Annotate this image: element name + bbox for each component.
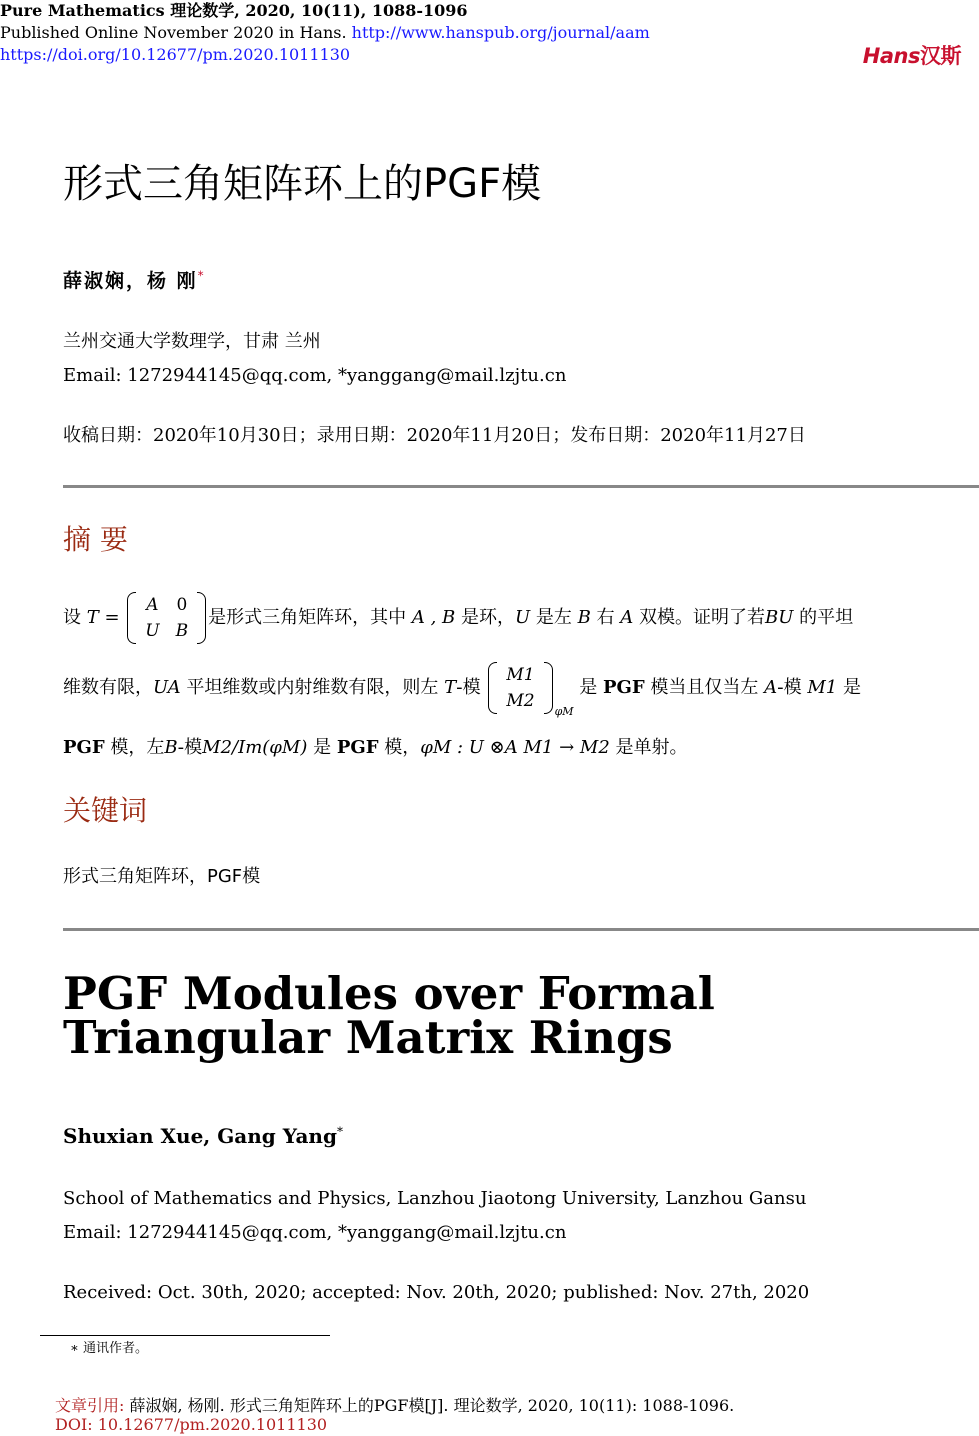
divider [63, 485, 979, 488]
authors-en-names: Shuxian Xue, Gang Yang [63, 1124, 337, 1148]
math-A: A [620, 607, 634, 628]
pgf-term: PGF [336, 737, 379, 758]
abstract-text: 模，左 [104, 737, 165, 758]
abstract-text: 是单射。 [609, 737, 688, 758]
math-T: T = [86, 607, 120, 628]
abstract-line-1 [63, 592, 968, 644]
math-M2-quotient: M2/Im(φM) [202, 737, 308, 758]
divider [63, 928, 979, 931]
math-T: T [444, 677, 457, 698]
math-A: A [764, 677, 778, 698]
dates-cn: 收稿日期：2020年10月30日；录用日期：2020年11月20日；发布日期：2020年11月27日 [63, 425, 806, 446]
matrix-cell: A [146, 595, 159, 615]
citation [55, 1393, 734, 1416]
math-BU: BU [765, 607, 794, 628]
page-title-cn: 形式三角矩阵环上的PGF模 [63, 161, 542, 207]
abstract-text: 双模。证明了若 [633, 607, 766, 628]
math-UA: UA [153, 677, 181, 698]
pgf-term: PGF [63, 737, 105, 758]
math-AB: A , B [411, 607, 456, 628]
affiliation-en-block [63, 1182, 806, 1250]
page-title-en: PGF Modules over Formal Triangular Matrix Rings [63, 967, 715, 1064]
authors-cn-names: 薛淑娴，杨 刚 [63, 270, 198, 292]
author-mark-cn: * [197, 268, 206, 283]
math-B: B [577, 607, 591, 628]
citation-label: 文章引用: [55, 1396, 125, 1415]
dates-en: Received: Oct. 30th, 2020; accepted: Nov. 20th, 2020; published: Nov. 27th, 2020 [63, 1282, 810, 1303]
abstract-text: 是 [837, 677, 861, 698]
author-mark-en: * [336, 1124, 343, 1139]
authors-cn [63, 266, 206, 293]
doi-url-link[interactable]: https://doi.org/10.12677/pm.2020.1011130 [0, 45, 351, 64]
email-en: Email: 1272944145@qq.com, *yanggang@mail.lzjtu.cn [63, 1222, 567, 1243]
abstract-text: 右 [590, 607, 621, 628]
abstract-text: 是 [573, 677, 603, 698]
math-map: φM : U ⊗A M1 → M2 [420, 737, 610, 758]
hans-logo [863, 40, 961, 70]
abstract-text: 维数有限， [63, 677, 153, 698]
affiliation-cn: 兰州交通大学数理学，甘肃 兰州 [63, 331, 321, 352]
published-line: Published Online November 2020 in Hans. [0, 23, 347, 42]
vector-subscript: φM [554, 705, 574, 718]
vector-M [488, 662, 552, 714]
footnote: ∗ 通讯作者。 [70, 1341, 148, 1356]
journal-name: Pure Mathematics 理论数学, 2020, 10(11), 1088-1096 [0, 1, 468, 20]
logo-en: Hans [862, 44, 920, 68]
citation-doi [55, 1415, 327, 1434]
abstract-heading: 摘 要 [63, 523, 128, 556]
citation-text: 薛淑娴, 杨刚. 形式三角矩阵环上的PGF模[J]. 理论数学, 2020, 10(11): 1088-1096. [129, 1396, 735, 1415]
abstract-text: -模 [777, 677, 808, 698]
matrix-cell: B [175, 621, 189, 641]
math-M1: M1 [807, 677, 838, 698]
footnote-rule [40, 1335, 330, 1336]
affiliation-cn-block [63, 325, 566, 393]
doi-label: DOI: [55, 1415, 93, 1434]
vector-cell: M2 [506, 691, 535, 711]
keywords-cn: 形式三角矩阵环，PGF模 [63, 866, 261, 887]
abstract-line-3 [63, 733, 968, 759]
abstract-text: 模， [378, 737, 421, 758]
abstract-line-2 [63, 662, 968, 718]
abstract-text: 是环， [455, 607, 515, 628]
abstract-text: -模 [456, 677, 481, 698]
logo-cn: 汉斯 [920, 44, 961, 68]
math-B: B [164, 737, 178, 758]
affiliation-en: School of Mathematics and Physics, Lanzhou Jiaotong University, Lanzhou Gansu [63, 1188, 807, 1209]
vector-cell: M1 [506, 665, 535, 685]
abstract-text: 设 [63, 607, 87, 628]
abstract-text: 平坦维数或内射维数有限，则左 [180, 677, 445, 698]
abstract-text: 是形式三角矩阵环，其中 [208, 607, 412, 628]
abstract-text: 是左 [530, 607, 578, 628]
journal-url-link[interactable]: http://www.hanspub.org/journal/aam [351, 23, 650, 42]
matrix-cell: U [145, 621, 160, 641]
journal-header [0, 0, 650, 66]
math-U: U [514, 607, 531, 628]
keywords-heading: 关键词 [63, 794, 148, 827]
pgf-term: PGF [602, 677, 645, 698]
doi-value[interactable]: 10.12677/pm.2020.1011130 [97, 1415, 328, 1434]
matrix-cell: 0 [176, 595, 188, 615]
email-cn: Email: 1272944145@qq.com, *yanggang@mail.lzjtu.cn [63, 365, 567, 386]
authors-en [63, 1124, 343, 1148]
abstract-text: 是 [307, 737, 337, 758]
abstract-text: 模当且仅当左 [644, 677, 765, 698]
matrix-T [127, 592, 206, 644]
abstract-text: -模 [177, 737, 203, 758]
abstract-text: 的平坦 [793, 607, 854, 628]
